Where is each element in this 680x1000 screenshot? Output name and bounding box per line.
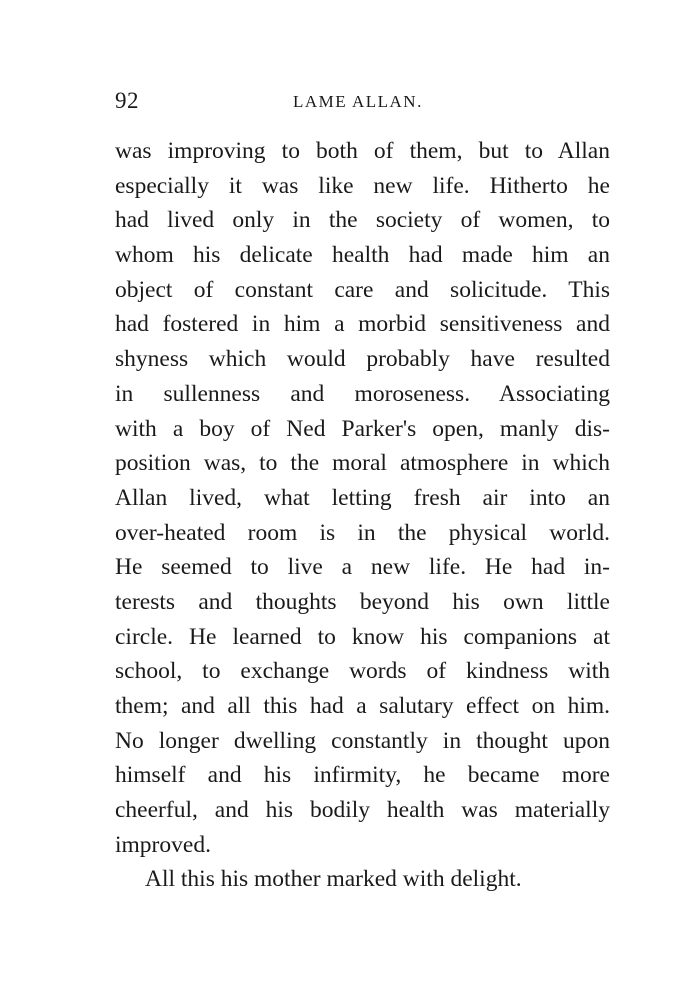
text-line: circle. He learned to know his companions at [115,623,610,650]
text-line: himself and his infirmity, he became more [115,762,610,789]
text-line: He seemed to live a new life. He had in- [115,554,610,581]
text-line: No longer dwelling constantly in thought upon [115,727,610,754]
text-line: school, to exchange words of kindness with [115,658,610,685]
text-line: terests and thoughts beyond his own little [115,588,610,615]
text-line: had lived only in the society of women, to [115,207,610,234]
text-line: shyness which would probably have resulted [115,346,610,373]
text-line: object of constant care and solicitude. This [115,276,610,303]
text-line: with a boy of Ned Parker's open, manly dis- [115,415,610,442]
text-line: over-heated room is in the physical world. [115,519,610,546]
text-line: whom his delicate health had made him an [115,242,610,269]
text-line: was improving to both of them, but to Allan [115,138,610,164]
text-line: especially it was like new life. Hitherto he [115,172,610,199]
text-line: in sullenness and moroseness. Associating [115,380,610,407]
text-line: position was, to the moral atmosphere in which [115,450,610,477]
text-line: Allan lived, what letting fresh air into an [115,484,610,511]
text-line: improved. [115,831,211,858]
running-title: LAME ALLAN. [293,92,423,111]
text-line: cheerful, and his bodily health was materially [115,797,610,824]
text-line: All this his mother marked with delight. [145,866,522,893]
body-text [115,134,610,897]
page-number: 92 [115,88,139,113]
text-line: them; and all this had a salutary effect on him. [115,693,610,719]
text-line: had fostered in him a morbid sensitiveness and [115,311,610,338]
page-header [115,88,610,118]
